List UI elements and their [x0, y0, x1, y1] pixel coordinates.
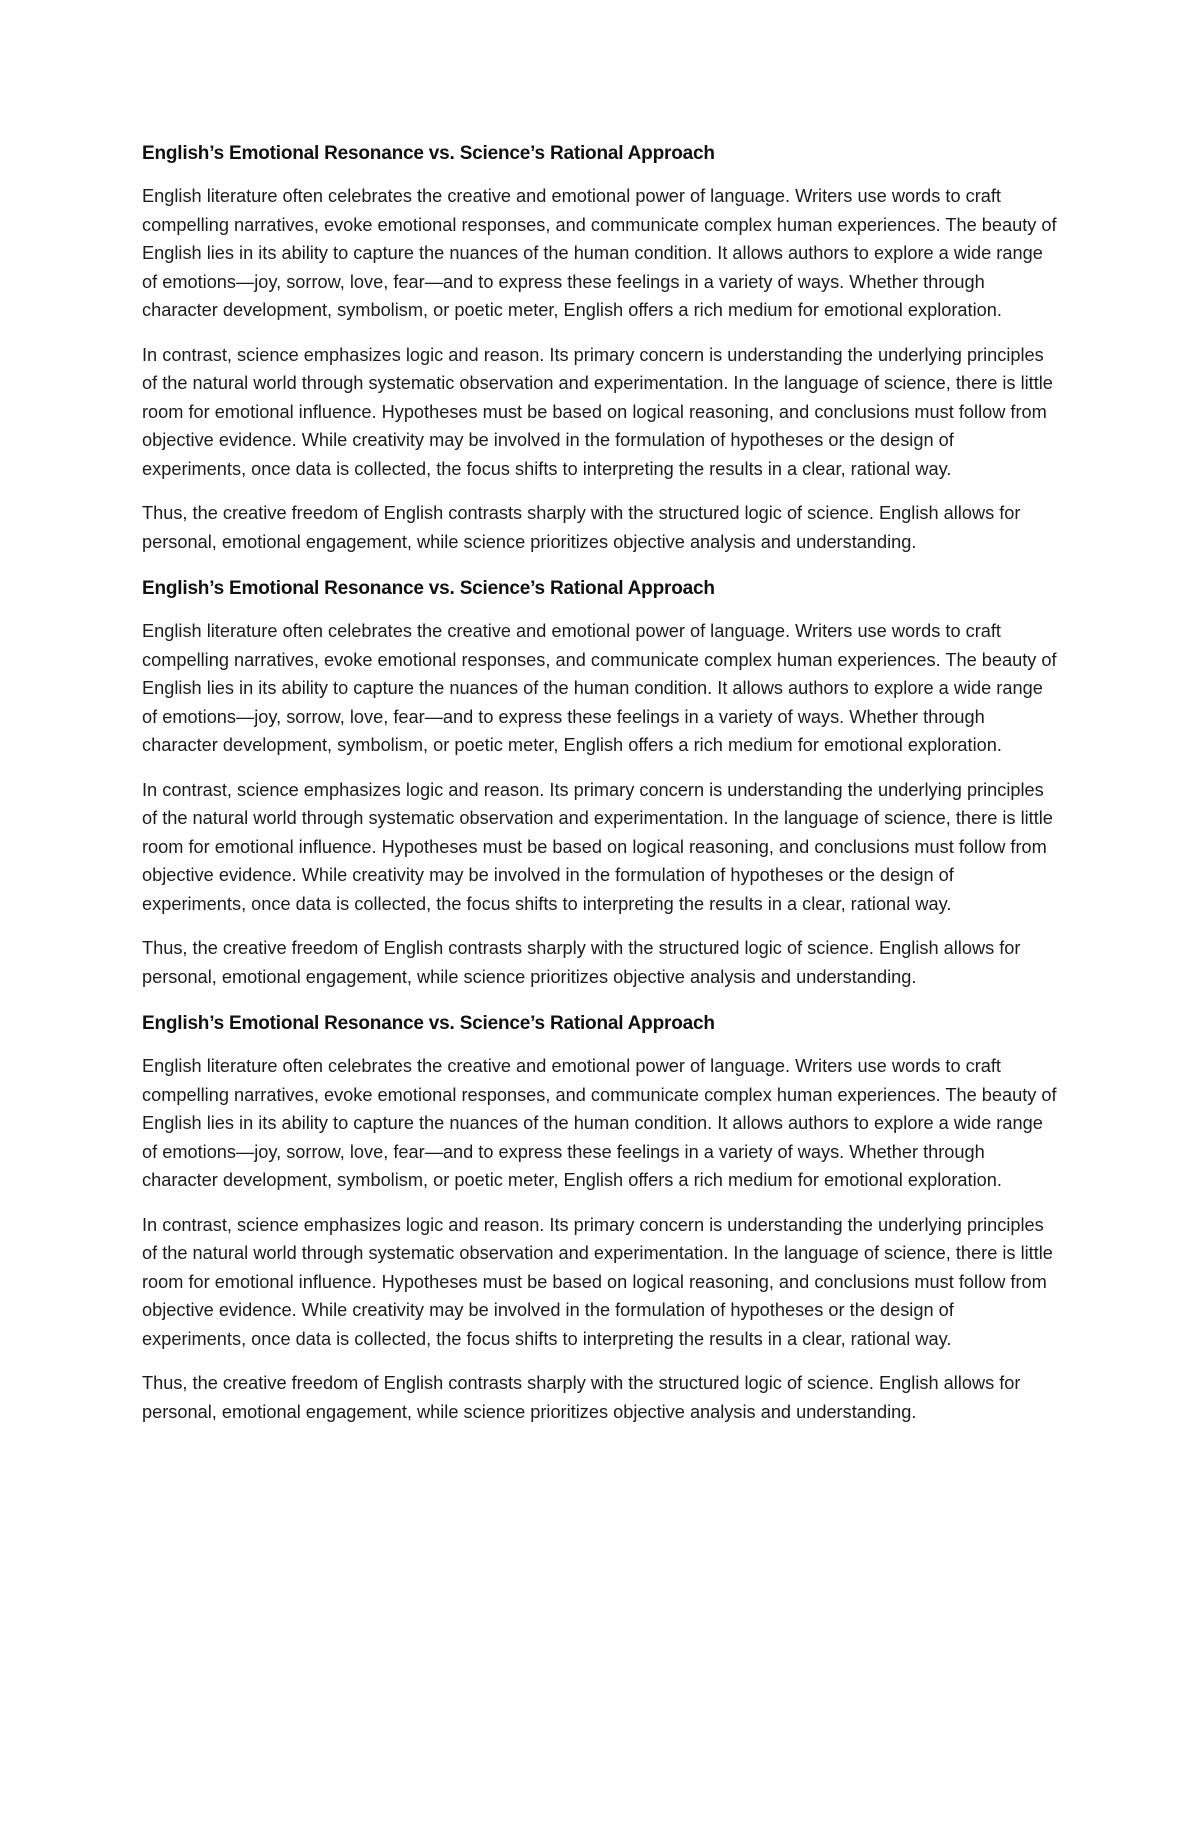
body-paragraph: English literature often celebrates the creative and emotional power of language. Writers use words to craft compelling narratives, evoke emotional responses, and communicate complex human experiences. The beauty of English lies in its ability to capture the nuances of the human condition. It allows authors to explore a wide range of emotions—joy, sorrow, love, fear—and to express these feelings in a variety of ways. Whether through character development, symbolism, or poetic meter, English offers a rich medium for emotional exploration.: [142, 186, 1057, 320]
document-page: [142, 138, 1062, 1443]
body-paragraph: In contrast, science emphasizes logic and reason. Its primary concern is understanding the underlying principles of the natural world through systematic observation and experimentation. In the language of science, there is little room for emotional influence. Hypotheses must be based on logical reasoning, and conclusions must follow from objective evidence. While creativity may be involved in the formulation of hypotheses or the design of experiments, once data is collected, the focus shifts to interpreting the results in a clear, rational way.: [142, 779, 1053, 914]
section-heading: English’s Emotional Resonance vs. Science’s Rational Approach: [142, 578, 715, 599]
body-paragraph: In contrast, science emphasizes logic and reason. Its primary concern is understanding the underlying principles of the natural world through systematic observation and experimentation. In the language of science, there is little room for emotional influence. Hypotheses must be based on logical reasoning, and conclusions must follow from objective evidence. While creativity may be involved in the formulation of hypotheses or the design of experiments, once data is collected, the focus shifts to interpreting the results in a clear, rational way.: [142, 344, 1053, 479]
body-paragraph: In contrast, science emphasizes logic and reason. Its primary concern is understanding the underlying principles of the natural world through systematic observation and experimentation. In the language of science, there is little room for emotional influence. Hypotheses must be based on logical reasoning, and conclusions must follow from objective evidence. While creativity may be involved in the formulation of hypotheses or the design of experiments, once data is collected, the focus shifts to interpreting the results in a clear, rational way.: [142, 1214, 1053, 1349]
document-section: [142, 138, 1062, 556]
body-paragraph: Thus, the creative freedom of English contrasts sharply with the structured logic of science. English allows for personal, emotional engagement, while science prioritizes objective analysis and understanding.: [142, 503, 1021, 552]
section-heading: English’s Emotional Resonance vs. Science’s Rational Approach: [142, 143, 715, 164]
body-paragraph: English literature often celebrates the creative and emotional power of language. Writers use words to craft compelling narratives, evoke emotional responses, and communicate complex human experiences. The beauty of English lies in its ability to capture the nuances of the human condition. It allows authors to explore a wide range of emotions—joy, sorrow, love, fear—and to express these feelings in a variety of ways. Whether through character development, symbolism, or poetic meter, English offers a rich medium for emotional exploration.: [142, 1056, 1057, 1190]
body-paragraph: Thus, the creative freedom of English contrasts sharply with the structured logic of science. English allows for personal, emotional engagement, while science prioritizes objective analysis and understanding.: [142, 938, 1021, 987]
body-paragraph: Thus, the creative freedom of English contrasts sharply with the structured logic of science. English allows for personal, emotional engagement, while science prioritizes objective analysis and understanding.: [142, 1373, 1021, 1422]
section-heading: English’s Emotional Resonance vs. Science’s Rational Approach: [142, 1013, 715, 1034]
document-section: [142, 573, 1062, 991]
body-paragraph: English literature often celebrates the creative and emotional power of language. Writers use words to craft compelling narratives, evoke emotional responses, and communicate complex human experiences. The beauty of English lies in its ability to capture the nuances of the human condition. It allows authors to explore a wide range of emotions—joy, sorrow, love, fear—and to express these feelings in a variety of ways. Whether through character development, symbolism, or poetic meter, English offers a rich medium for emotional exploration.: [142, 621, 1057, 755]
document-section: [142, 1008, 1062, 1426]
